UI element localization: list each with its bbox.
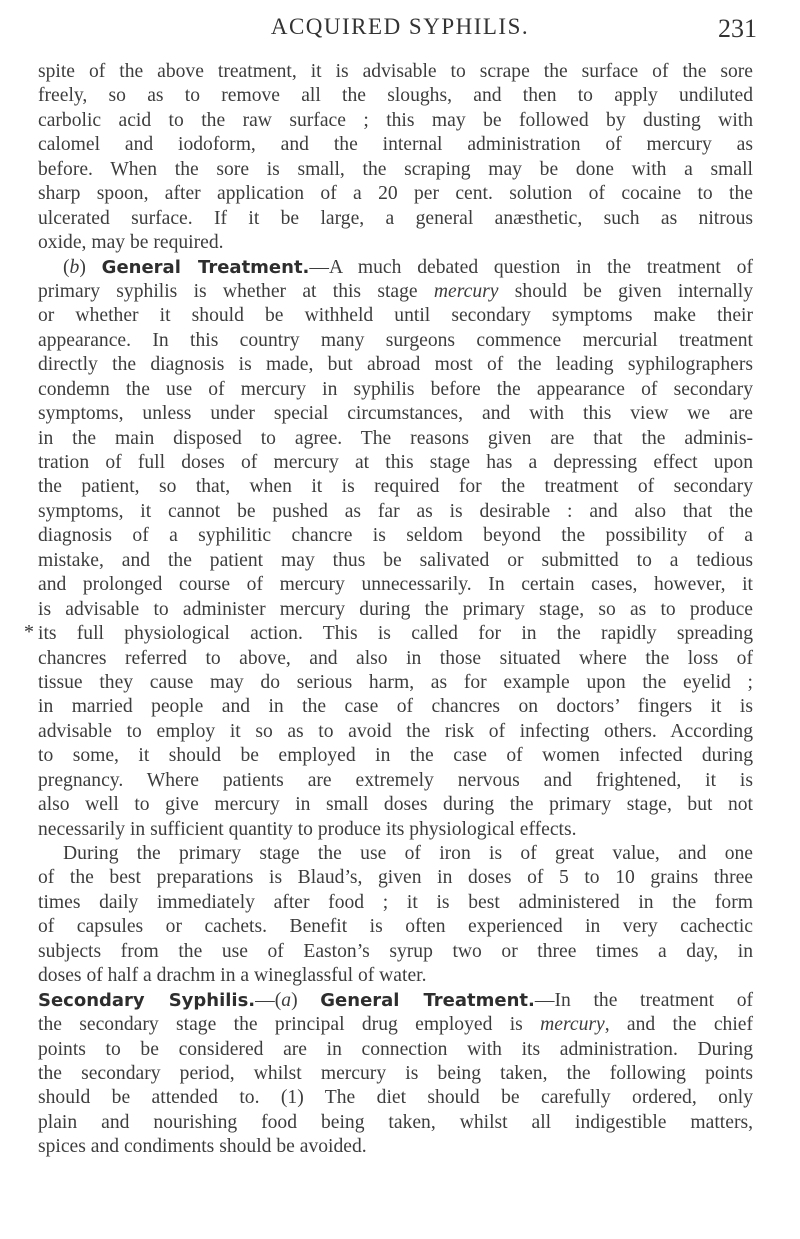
text-line: symptoms, it cannot be pushed as far as is desirable : and also that the xyxy=(38,500,753,522)
text-line: sharp spoon, after application of a 20 per cent. solution of cocaine to the xyxy=(38,183,753,205)
label-letter: b xyxy=(69,256,80,278)
text-line: in married people and in the case of chancres on doctors’ fingers it is xyxy=(38,696,753,718)
text-line: the secondary period, whilst mercury is being taken, the following points xyxy=(38,1062,753,1084)
text-line: spices and condiments should be avoided. xyxy=(38,1136,367,1158)
text-line: symptoms, unless under special circumstances, and with this view we are xyxy=(38,403,753,425)
text-line: tration of full doses of mercury at this stage has a depressing effect upon xyxy=(38,452,753,473)
text-line: also well to give mercury in small doses during the primary stage, but not xyxy=(38,794,753,816)
text-line: spite of the above treatment, it is advisable to scrape the surface of the sore xyxy=(38,61,753,82)
body-text xyxy=(38,60,753,1160)
text-line: of capsules or cachets. Benefit is often experienced in very cachectic xyxy=(38,916,753,938)
text-line: oxide, may be required. xyxy=(38,232,224,254)
text-line: directly the diagnosis is made, but abroad most of the leading syphilographers xyxy=(38,354,753,376)
section-heading-line: (b) General Treatment.—A much debated question in the treatment of xyxy=(63,256,754,278)
text-line: diagnosis of a syphilitic chancre is seldom beyond the possibility of a xyxy=(38,525,753,547)
text-line: times daily immediately after food ; it is best administered in the form xyxy=(38,891,753,913)
text-line: carbolic acid to the raw surface ; this may be followed by dusting with xyxy=(38,109,753,131)
emphasis: mercury xyxy=(433,280,499,302)
text-line: freely, so as to remove all the sloughs, and then to apply undiluted xyxy=(38,85,753,107)
text-line: in the main disposed to agree. The reasons given are that the adminis- xyxy=(38,427,753,449)
page-number: 231 xyxy=(718,14,757,43)
text-line: calomel and iodoform, and the internal administration of mercury as xyxy=(38,134,753,156)
section-heading: General Treatment. xyxy=(101,256,310,278)
text-line: doses of half a drachm in a wineglassful of water. xyxy=(38,965,427,987)
text-line: primary syphilis is whether at this stage mercury should be given internally xyxy=(38,280,753,302)
text-line: the patient, so that, when it is required for the treatment of secondary xyxy=(38,476,753,498)
emphasis: mercury xyxy=(540,1014,605,1036)
section-heading-line: Secondary Syphilis.—(a) General Treatment.—In the treatment of xyxy=(38,989,754,1011)
text-line: ulcerated surface. If it be large, a general anæsthetic, such as nitrous xyxy=(38,207,753,229)
text-line: is advisable to administer mercury during the primary stage, so as to produce xyxy=(38,598,753,620)
text-line: and prolonged course of mercury unnecessarily. In certain cases, however, it xyxy=(38,574,753,596)
text-line: to some, it should be employed in the case of women infected during xyxy=(38,745,753,767)
text-line: condemn the use of mercury in syphilis before the appearance of secondary xyxy=(38,378,753,400)
text-line: mistake, and the patient may thus be salivated or submitted to a tedious xyxy=(38,549,753,571)
text-line: of the best preparations is Blaud’s, given in doses of 5 to 10 grains three xyxy=(38,867,753,889)
text-line: advisable to employ it so as to avoid the risk of infecting others. According xyxy=(38,720,753,742)
text-line: During the primary stage the use of iron is of great value, and one xyxy=(63,843,753,864)
text-line: tissue they cause may do serious harm, as for example upon the eyelid ; xyxy=(38,671,753,693)
text-line: necessarily in sufficient quantity to produce its physiological effects. xyxy=(38,818,577,840)
text-line: the secondary stage the principal drug employed is mercury, and the chief xyxy=(38,1014,753,1036)
text-line: pregnancy. Where patients are extremely nervous and frightened, it is xyxy=(38,769,753,791)
text-line: plain and nourishing food being taken, whilst all indigestible matters, xyxy=(38,1111,753,1133)
section-heading: Secondary Syphilis. xyxy=(38,989,256,1011)
text-line: or whether it should be withheld until secondary symptoms make their xyxy=(38,305,753,327)
text-line: should be attended to. (1) The diet should be carefully ordered, only xyxy=(38,1087,753,1109)
text-line: chancres referred to above, and also in those situated where the loss of xyxy=(38,647,753,669)
subsection-heading: General Treatment. xyxy=(320,989,535,1011)
text-line: appearance. In this country many surgeons commence mercurial treatment xyxy=(38,329,753,351)
margin-asterisk: * xyxy=(24,621,34,643)
text-line: subjects from the use of Easton’s syrup two or three times a day, in xyxy=(38,940,753,962)
label-letter: a xyxy=(281,989,292,1011)
text-line: before. When the sore is small, the scraping may be done with a small xyxy=(38,158,753,180)
text-line: points to be considered are in connection with its administration. During xyxy=(38,1038,753,1060)
text-line: its full physiological action. This is called for in the rapidly spreading xyxy=(38,623,753,645)
running-title: ACQUIRED SYPHILIS. xyxy=(270,14,530,39)
